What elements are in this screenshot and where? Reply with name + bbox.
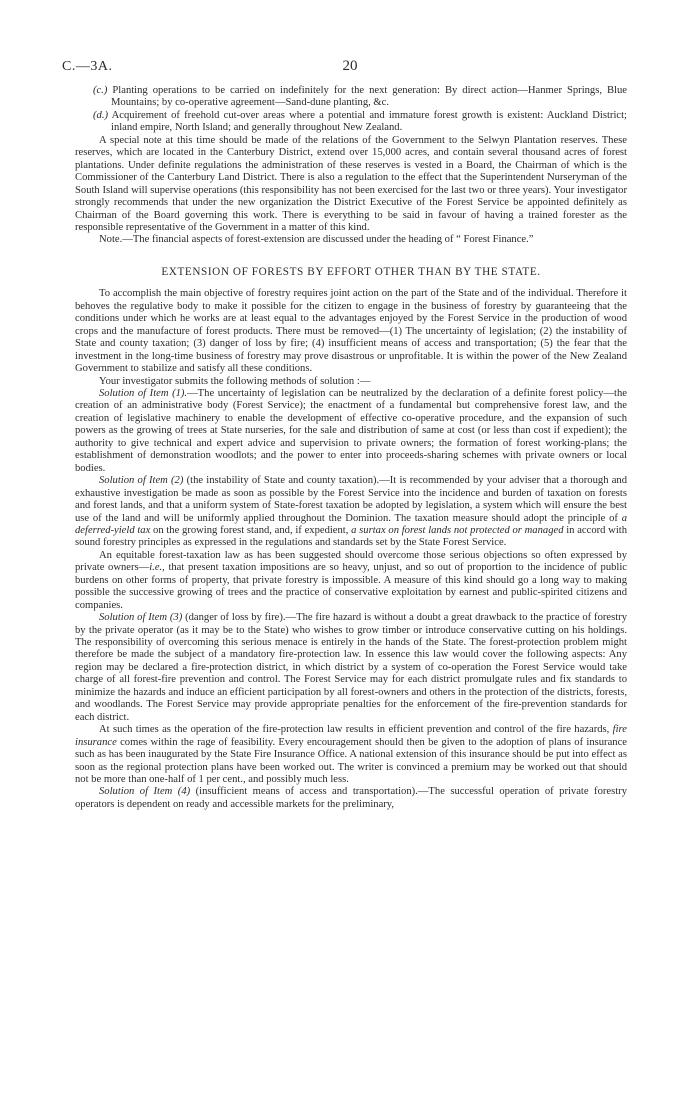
paragraph-selwyn: A special note at this time should be made of the relations of the Government to the Selwyn Plantation reserves. These reserves, which are located in the Canterbury District, extend over 15,000 acres, and contain several thousand acres of forest plantations. Under definite regulations the administration of these reserves is vested in a Board, the Chairman of which is the Commissioner of the Canterbury Land District. There is also a regulation to the effect that the Superintendent Nurseryman of the South Island will supervise operations (this responsibility has not been exercised for the last two or three years). Your investigator strongly recommends that under the new organization the District Executive of the Forest Service be appointed definitely as Chairman of the Board governing this work. There is everything to be said in favour of having a trained forester as the responsible representative of the Government in a matter of this kind. — [75, 134, 627, 233]
paragraph-solution-4 — [75, 786, 627, 811]
paragraph-note: Note.—The financial aspects of forest-extension are discussed under the heading of “ Forest Finance.” — [99, 234, 534, 246]
paragraph-equitable — [75, 550, 627, 612]
list-item-d-label: (d.) — [93, 109, 109, 121]
page-body — [75, 85, 627, 811]
solution-3-text: (danger of loss by fire).—The fire hazard is without a doubt a great drawback to the practice of forestry by the private operator (as it may be to the State) who wishes to grow timber or introduce conservative cutting on his holdings. The responsibility of overcoming this serious menace is entirely in the hands of the State. The forest-protection problem might therefore be made the subject of a mandatory fire-protection law. In essence this law would cover the following aspects: Any region may be declared a fire-protection district, in which district by a system of co-operation the Forest Service would take charge of all forest-fire prevention and control. The Forest Service may for each district promulgate rules and fix standards to minimize the hazards and induce an efficient participation by all forest-owners and others in the protection of the districts, forests, and woodlands. The Forest Service may provide appropriate penalties for the enforcement of the fire-prevention standards for each district. — [75, 612, 627, 723]
paragraph-solution-2 — [75, 475, 627, 550]
paragraph-insurance — [75, 724, 627, 786]
list-item-c-text: Planting operations to be carried on indefinitely for the next generation: By direct action—Hanmer Springs, Blue Mountains; by co-operative agreement—Sand-dune planting, &c. — [111, 85, 627, 109]
list-item-c — [75, 85, 627, 110]
document-reference: C.—3A. — [62, 59, 113, 74]
solution-2-text-b: on the growing forest stand, and, if expedient, — [150, 524, 352, 536]
paragraph-submits: Your investigator submits the following methods of solution :— — [99, 375, 371, 387]
solution-2-italic-2: a surtax on forest lands not protected or managed — [351, 524, 564, 536]
section-heading: EXTENSION OF FORESTS BY EFFORT OTHER THAN BY THE STATE. — [161, 265, 541, 278]
paragraph-solution-1 — [75, 388, 627, 475]
solution-4-text: (insufficient means of access and transportation).—The successful operation of private forestry operators is dependent on ready and accessible markets for the preliminary, — [75, 786, 627, 810]
solution-1-title: Solution of Item (1). — [99, 387, 188, 399]
insurance-italic: fire insurance — [75, 724, 627, 748]
list-item-d — [75, 110, 627, 135]
page-number: 20 — [342, 58, 358, 74]
solution-4-title: Solution of Item (4) — [99, 786, 191, 798]
equitable-text-a: An equitable forest-taxation law as has been suggested should overcome those serious objections so often expressed by private owners— — [75, 549, 627, 574]
insurance-text-a: At such times as the operation of the fire-protection law results in efficient prevention and control of the fire hazards, — [99, 724, 613, 736]
list-item-d-text: Acquirement of freehold cut-over areas where a potential and immature forest growth is existent: Auckland District; inland empire, North Island; and generally throughout New Zealand. — [111, 109, 627, 134]
solution-1-text: —The uncertainty of legislation can be neutralized by the declaration of a definite forest policy—the creation of an administrative body (Forest Service); the enactment of a fundamental but comprehensive forest law, and the creation of legislative machinery to enable the development of effective co-operative procedure, and the expansion of such powers as the growing of trees at State nurseries, for the sale and distribution of same at cost (or less than cost if expedient); the authority to give technical and expert advice and supervision to private owners; the formation of forest working-plans; the establishment of demonstration woodlots; and the power to enter into proceeds-sharing schemes with private owners or local bodies. — [75, 387, 627, 474]
equitable-ie: i.e., — [149, 562, 165, 574]
solution-2-italic-1: a deferred-yield tax — [75, 512, 627, 536]
insurance-text-b: comes within the rage of feasibility. Every encouragement should then be given to the adoption of plans of insurance such as has been inaugurated by the State Fire Insurance Office. A national extension of this insurance should be put into effect as soon as the regional protection plans have been worked out. The writer is convinced a premium may be worked out that should not be more than one-half of 1 per cent., and possibly much less. — [75, 736, 627, 786]
paragraph-intro: To accomplish the main objective of forestry requires joint action on the part of the State and of the individual. Therefore it behoves the regulative body to make it possible for the citizen to engage in the business of forestry by guaranteeing that the conditions under which he works are at least equal to the advantages enjoyed by the Forest Service in the production of wood crops and the manufacture of forest products. There must be removed—(1) The uncertainty of legislation; (2) the instability of State and county taxation; (3) danger of loss by fire; (4) insufficient means of access and transportation; (5) the fear that the investment in the long-time business of forestry may prove disastrous or unprofitable. It is within the power of the New Zealand Government to stabilize and satisfy all these conditions. — [75, 288, 627, 375]
paragraph-solution-3 — [75, 612, 627, 724]
solution-2-text-a: (the instability of State and county taxation).—It is recommended by your adviser that a thorough and exhaustive investigation be made as soon as possible by the Forest Service into the incidence and burden of taxation on forests and forest lands, and that a uniform system of State-forest taxation be adopted by legislation, a system which will ensure the best use of the land and will be uniformly applied throughout the Dominion. The taxation measure should adopt the principle of — [75, 475, 627, 524]
solution-3-title: Solution of Item (3) — [99, 612, 183, 624]
list-item-c-label: (c.) — [93, 85, 108, 96]
solution-2-text-c: in accord with sound forestry principles as expressed in the regulations and standards set by the State Forest Service. — [75, 524, 628, 549]
equitable-text-b: that present taxation impositions are so heavy, unjust, and so out of proportion to the incidence of public burdens on other forms of property, that private forestry is impossible. A measure of this kind should go a long way to making possible the successive growing of trees and the practice of conservative exploitation by earnest and public-spirited citizens and companies. — [75, 562, 627, 611]
solution-2-title: Solution of Item (2) — [99, 475, 184, 487]
